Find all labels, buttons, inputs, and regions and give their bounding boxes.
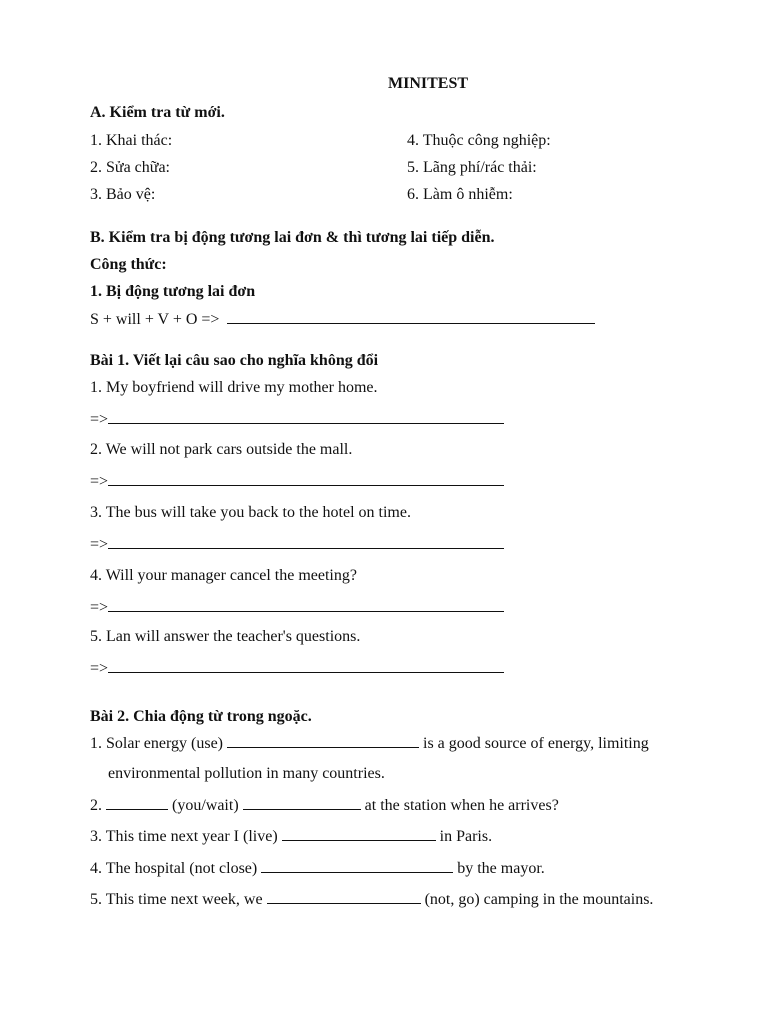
formula-blank[interactable] — [227, 309, 595, 324]
answer-blank[interactable] — [108, 597, 504, 612]
verb-blank[interactable] — [282, 826, 436, 841]
exercise-2-question-4 — [90, 858, 545, 879]
question-text: 5. This time next week, we — [90, 891, 263, 908]
question-text: 3. This time next year I (live) — [90, 828, 278, 845]
question-text: 1. Solar energy (use) — [90, 735, 223, 752]
verb-blank[interactable] — [267, 889, 421, 904]
exercise-2-question-2 — [90, 795, 559, 816]
verb-blank[interactable] — [261, 858, 453, 873]
verb-blank[interactable] — [243, 795, 361, 810]
vocab-item-4: 4. Thuộc công nghiệp: — [407, 132, 551, 149]
answer-blank[interactable] — [108, 409, 504, 424]
exercise-2-question-5 — [90, 889, 653, 910]
question-text: at the station when he arrives? — [364, 797, 559, 814]
question-text: 2. — [90, 797, 102, 814]
subject-blank[interactable] — [106, 795, 168, 810]
exercise-1-answer-1 — [90, 409, 504, 430]
formula-heading: Công thức: — [90, 256, 167, 273]
answer-prefix: => — [90, 536, 109, 553]
exercise-2-question-1 — [90, 733, 649, 754]
answer-blank[interactable] — [108, 534, 504, 549]
vocab-item-6: 6. Làm ô nhiễm: — [407, 186, 513, 203]
vocab-item-5: 5. Lãng phí/rác thải: — [407, 159, 537, 176]
answer-blank[interactable] — [108, 471, 504, 486]
exercise-1-sentence-2: 2. We will not park cars outside the mall. — [90, 441, 353, 458]
question-text: by the mayor. — [457, 860, 545, 877]
question-text: 4. The hospital (not close) — [90, 860, 258, 877]
answer-prefix: => — [90, 473, 109, 490]
exercise-1-answer-5 — [90, 658, 504, 679]
question-text: in Paris. — [439, 828, 493, 845]
exercise-1-sentence-1: 1. My boyfriend will drive my mother home. — [90, 379, 378, 396]
vocab-item-1: 1. Khai thác: — [90, 132, 173, 149]
question-text: is a good source of energy, limiting — [423, 735, 649, 752]
page-title: MINITEST — [387, 75, 469, 92]
exercise-1-heading: Bài 1. Viết lại câu sao cho nghĩa không đổi — [90, 352, 379, 369]
verb-blank[interactable] — [227, 733, 419, 748]
exercise-1-answer-2 — [90, 471, 504, 492]
exercise-1-sentence-3: 3. The bus will take you back to the hotel on time. — [90, 504, 411, 521]
question-text: (not, go) camping in the mountains. — [424, 891, 654, 908]
answer-prefix: => — [90, 411, 109, 428]
exercise-2-question-1-continued: environmental pollution in many countries. — [108, 765, 385, 782]
exercise-1-sentence-5: 5. Lan will answer the teacher's questions. — [90, 628, 361, 645]
vocab-item-3: 3. Bảo vệ: — [90, 186, 156, 203]
vocab-item-2: 2. Sửa chữa: — [90, 159, 170, 176]
passive-future-heading: 1. Bị động tương lai đơn — [90, 283, 256, 300]
formula-line — [90, 309, 595, 330]
exercise-1-answer-4 — [90, 597, 504, 618]
exercise-1-sentence-4: 4. Will your manager cancel the meeting? — [90, 567, 357, 584]
section-b-heading: B. Kiểm tra bị động tương lai đơn & thì tương lai tiếp diễn. — [90, 229, 495, 246]
answer-prefix: => — [90, 660, 109, 677]
exercise-2-heading: Bài 2. Chia động từ trong ngoặc. — [90, 708, 312, 725]
question-text: (you/wait) — [172, 797, 239, 814]
formula-text: S + will + V + O => — [90, 311, 220, 328]
answer-blank[interactable] — [108, 658, 504, 673]
section-a-heading: A. Kiểm tra từ mới. — [90, 104, 225, 121]
exercise-2-question-3 — [90, 826, 492, 847]
answer-prefix: => — [90, 599, 109, 616]
exercise-1-answer-3 — [90, 534, 504, 555]
